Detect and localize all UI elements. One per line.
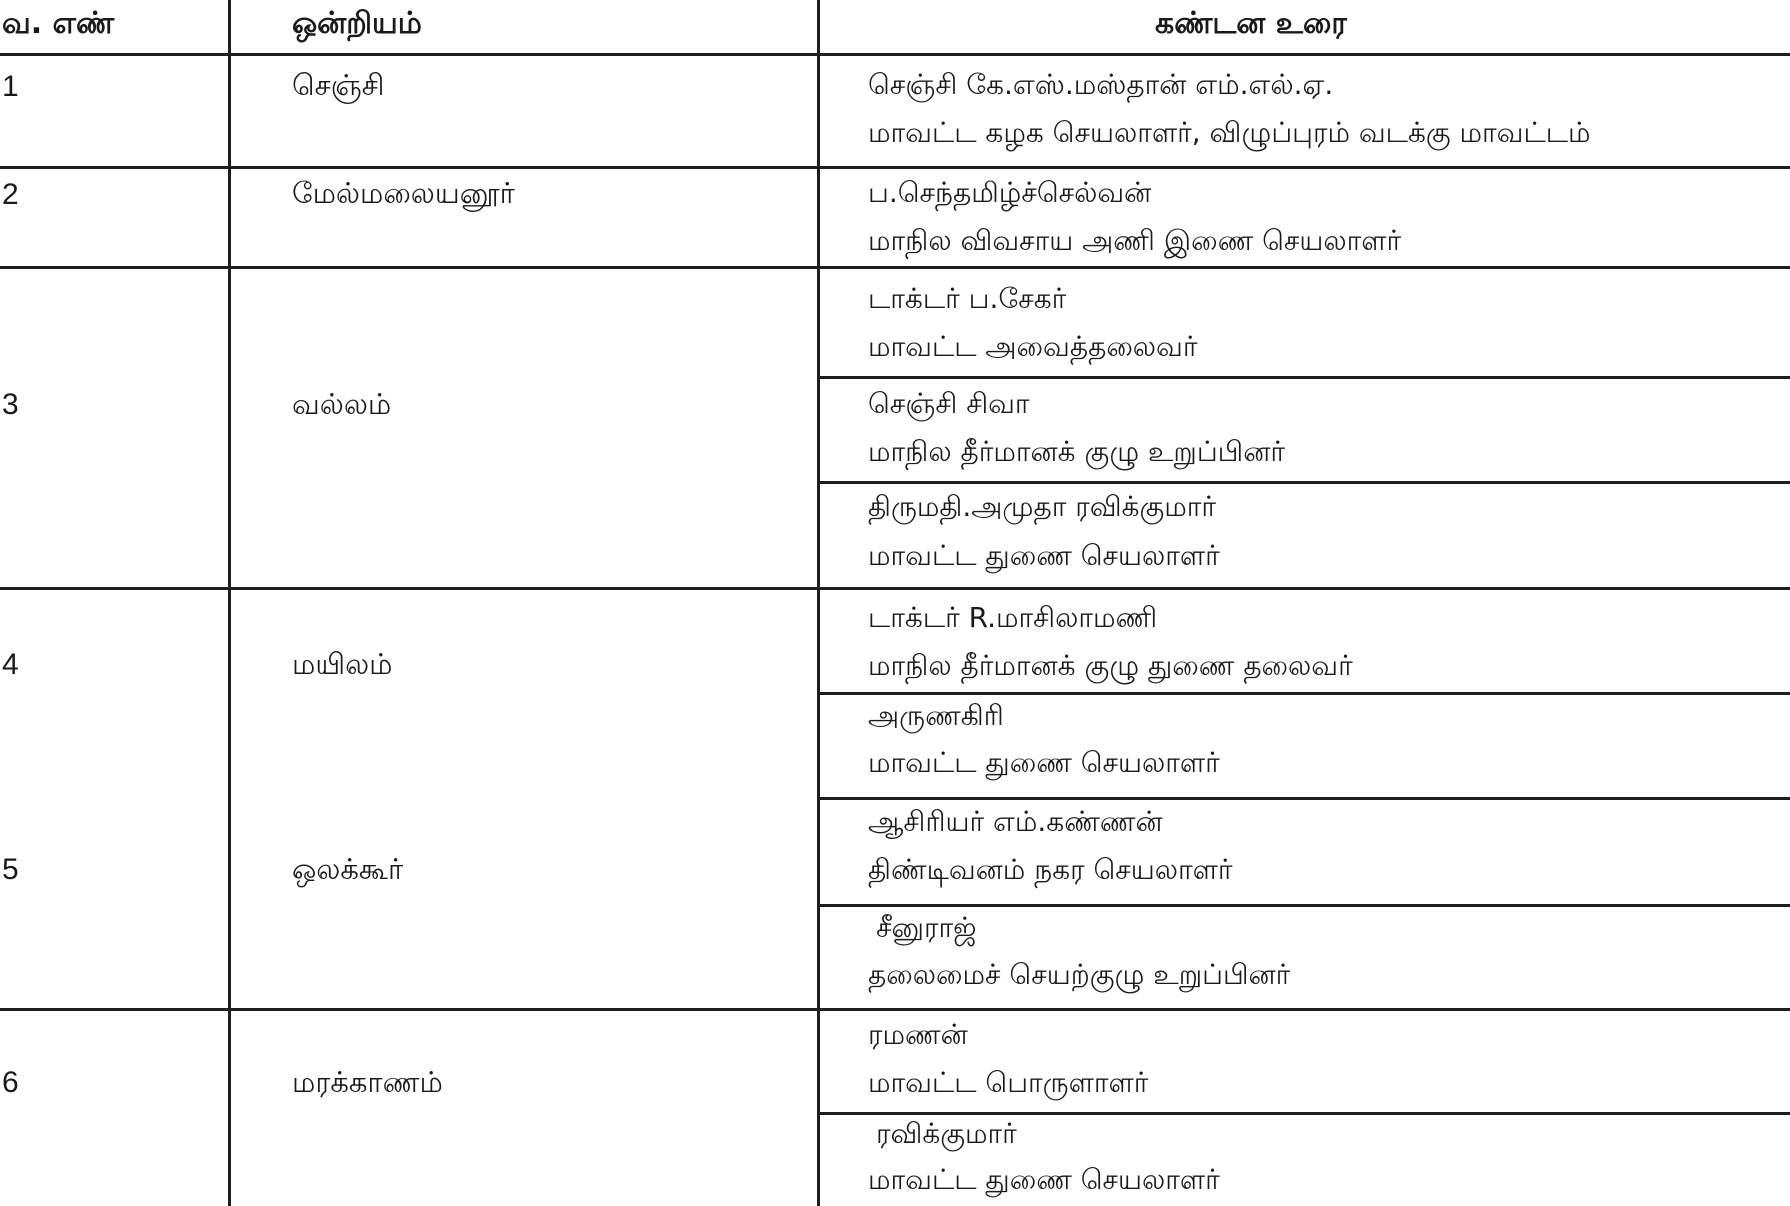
row-divider xyxy=(0,166,1790,169)
row-3-union: வல்லம் xyxy=(292,387,392,421)
speaker-role: மாநில விவசாய அணி இணை செயலாளர் xyxy=(868,224,1402,257)
row-2-sno: 2 xyxy=(2,178,19,211)
speaker-name: ரமணன் xyxy=(868,1018,968,1051)
row-5-union: ஒலக்கூர் xyxy=(292,852,404,886)
header-speakers: கண்டன உரை xyxy=(1155,6,1347,41)
row-2-union: மேல்மலையனூர் xyxy=(292,176,515,210)
column-divider xyxy=(228,0,231,1206)
speaker-role: மாநில தீர்மானக் குழு துணை தலைவர் xyxy=(868,649,1353,682)
speaker-name: திருமதி.அமுதா ரவிக்குமார் xyxy=(868,490,1216,523)
column-divider xyxy=(817,0,820,1206)
subrow-divider xyxy=(817,797,1790,800)
row-1-sno: 1 xyxy=(2,70,19,103)
row-4-union: மயிலம் xyxy=(292,647,393,681)
subrow-divider xyxy=(817,1112,1790,1115)
speaker-role: மாநில தீர்மானக் குழு உறுப்பினர் xyxy=(868,435,1285,468)
subrow-divider xyxy=(817,376,1790,379)
row-divider xyxy=(0,266,1790,269)
speaker-name: அருணகிரி xyxy=(868,699,1004,732)
speaker-name: டாக்டர் R.மாசிலாமணி xyxy=(868,601,1158,634)
header-sno: வ. எண் xyxy=(2,6,115,41)
speaker-role: திண்டிவனம் நகர செயலாளர் xyxy=(868,853,1233,886)
header-union: ஒன்றியம் xyxy=(292,6,422,41)
speaker-role: மாவட்ட துணை செயலாளர் xyxy=(868,539,1220,572)
speaker-role: மாவட்ட அவைத்தலைவர் xyxy=(868,330,1198,363)
speaker-name: டாக்டர் ப.சேகர் xyxy=(868,282,1067,315)
row-6-union: மரக்காணம் xyxy=(292,1065,443,1099)
speaker-name: செஞ்சி கே.எஸ்.மஸ்தான் எம்.எல்.ஏ. xyxy=(868,68,1334,101)
speaker-role: மாவட்ட துணை செயலாளர் xyxy=(868,746,1220,779)
row-divider xyxy=(0,587,1790,590)
speaker-name: ப.செந்தமிழ்ச்செல்வன் xyxy=(868,176,1152,209)
subrow-divider xyxy=(817,904,1790,907)
speaker-name: சீனுராஜ் xyxy=(876,911,977,944)
row-divider xyxy=(0,53,1790,56)
row-1-union: செஞ்சி xyxy=(292,68,385,102)
row-3-sno: 3 xyxy=(2,388,19,421)
speaker-role: மாவட்ட பொருளாளர் xyxy=(868,1066,1149,1099)
subrow-divider xyxy=(817,692,1790,695)
row-divider xyxy=(0,1008,1790,1011)
row-6-sno: 6 xyxy=(2,1066,19,1099)
row-5-sno: 5 xyxy=(2,853,19,886)
speaker-name: ரவிக்குமார் xyxy=(876,1117,1017,1150)
subrow-divider xyxy=(817,481,1790,484)
speaker-role: மாவட்ட துணை செயலாளர் xyxy=(868,1163,1220,1196)
speaker-role: மாவட்ட கழக செயலாளர், விழுப்புரம் வடக்கு மாவட்டம் xyxy=(868,116,1591,149)
row-4-sno: 4 xyxy=(2,648,19,681)
speaker-name: செஞ்சி சிவா xyxy=(868,387,1030,420)
speaker-role: தலைமைச் செயற்குழு உறுப்பினர் xyxy=(868,958,1291,991)
speaker-name: ஆசிரியர் எம்.கண்ணன் xyxy=(868,805,1163,838)
